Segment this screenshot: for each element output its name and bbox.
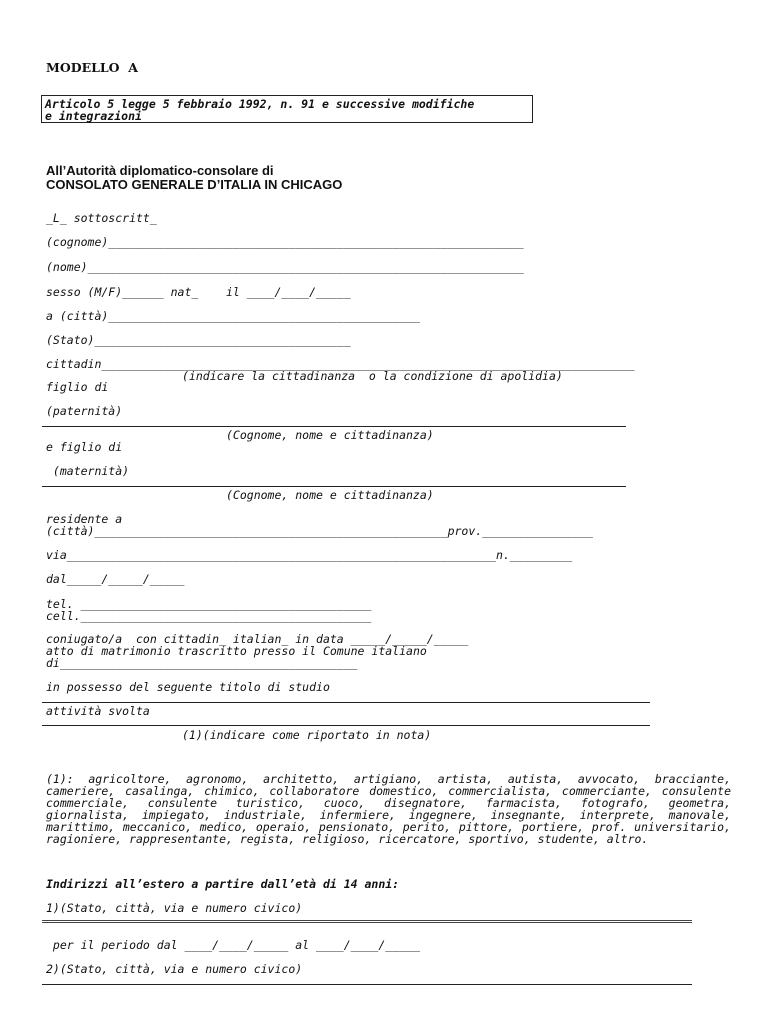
- addressee-line-1: All’Autorità diplomatico-consolare di: [46, 163, 274, 178]
- activity-label: attività svolta: [46, 704, 150, 718]
- first-name-field[interactable]: (nome)_______________________________________________________________: [46, 260, 524, 274]
- activity-hint: (1)(indicare come riportato in nota): [182, 728, 432, 742]
- marriage-date-field[interactable]: coniugato/a con cittadin_ italian_ in data _____/_____/_____: [46, 632, 469, 646]
- citizenship-hint: (indicare la cittadinanza o la condizione di apolidia): [182, 369, 563, 383]
- education-label: in possesso del seguente titolo di studio: [46, 680, 330, 694]
- addressee-consulate: CONSOLATO GENERALE D’ITALIA IN CHICAGO: [46, 177, 343, 192]
- legal-reference-line-1: Articolo 5 legge 5 febbraio 1992, n. 91 e successive modifiche: [45, 97, 475, 111]
- activity-input-line[interactable]: [42, 725, 650, 726]
- paternity-label: (paternità): [46, 404, 123, 418]
- son-of-label: figlio di: [46, 380, 109, 394]
- and-son-of-label: e figlio di: [46, 440, 123, 454]
- address-2-label: 2)(Stato, città, via e numero civico): [46, 962, 303, 976]
- sex-birthdate-field[interactable]: sesso (M/F)______ nat_ il ____/____/_____: [46, 285, 351, 299]
- address-1-input-line[interactable]: [42, 920, 692, 923]
- paternity-input-line[interactable]: [42, 426, 626, 427]
- legal-reference-line-2: e integrazioni: [45, 109, 142, 123]
- resident-since-field[interactable]: dal_____/_____/_____: [46, 572, 185, 586]
- address-1-period-field[interactable]: per il periodo dal ____/____/_____ al ____/____/_____: [46, 938, 420, 952]
- address-2-input-line[interactable]: [42, 984, 692, 985]
- resident-label: residente a: [46, 512, 123, 526]
- residence-city-field[interactable]: (città)___________________________________________________prov.________________: [46, 524, 593, 538]
- marriage-comune-field[interactable]: di___________________________________________: [46, 656, 358, 670]
- birth-state-field[interactable]: (Stato)_____________________________________: [46, 333, 351, 347]
- footnote-occupations: (1): agricoltore, agronomo, architetto, artigiano, artista, autista, avvocato, bracciante, cameriere, casalinga, chimico, collaboratore domestico, commercialista, commerciante, consulente commerciale, consulente turistico, cuoco, disegnatore, farmacista, fotografo, geometra, giornalista, impiegato, industriale, infermiere, ingegnere, insegnante, interprete, manovale, marittimo, meccanico, medico, operaio, pensionato, perito, pittore, portiere, prof. universitario, ragioniere, rappresentante, regista, religioso, ricercatore, sportivo, studente, altro.: [46, 772, 731, 846]
- maternity-label: (maternità): [46, 464, 130, 478]
- birth-city-field[interactable]: a (città)_____________________________________________: [46, 309, 420, 323]
- cellphone-field[interactable]: cell.__________________________________________: [46, 609, 372, 623]
- legal-reference-box: [41, 95, 533, 123]
- paternity-hint: (Cognome, nome e cittadinanza): [226, 428, 434, 442]
- undersigned-field[interactable]: _L_ sottoscritt_: [46, 211, 157, 225]
- surname-field[interactable]: (cognome)____________________________________________________________: [46, 235, 524, 249]
- form-model-title: MODELLO A: [46, 60, 138, 75]
- address-1-label: 1)(Stato, città, via e numero civico): [46, 901, 303, 915]
- street-field[interactable]: via______________________________________________________________n._________: [46, 548, 573, 562]
- marriage-record-label: atto di matrimonio trascritto presso il Comune italiano: [46, 644, 427, 658]
- education-input-line[interactable]: [42, 702, 650, 703]
- maternity-hint: (Cognome, nome e cittadinanza): [226, 488, 434, 502]
- telephone-field[interactable]: tel. __________________________________________: [46, 597, 372, 611]
- maternity-input-line[interactable]: [42, 486, 626, 487]
- addresses-abroad-heading: Indirizzi all’estero a partire dall’età di 14 anni:: [46, 877, 400, 891]
- citizenship-field[interactable]: cittadin_____________________________________________________________________________: [46, 357, 635, 371]
